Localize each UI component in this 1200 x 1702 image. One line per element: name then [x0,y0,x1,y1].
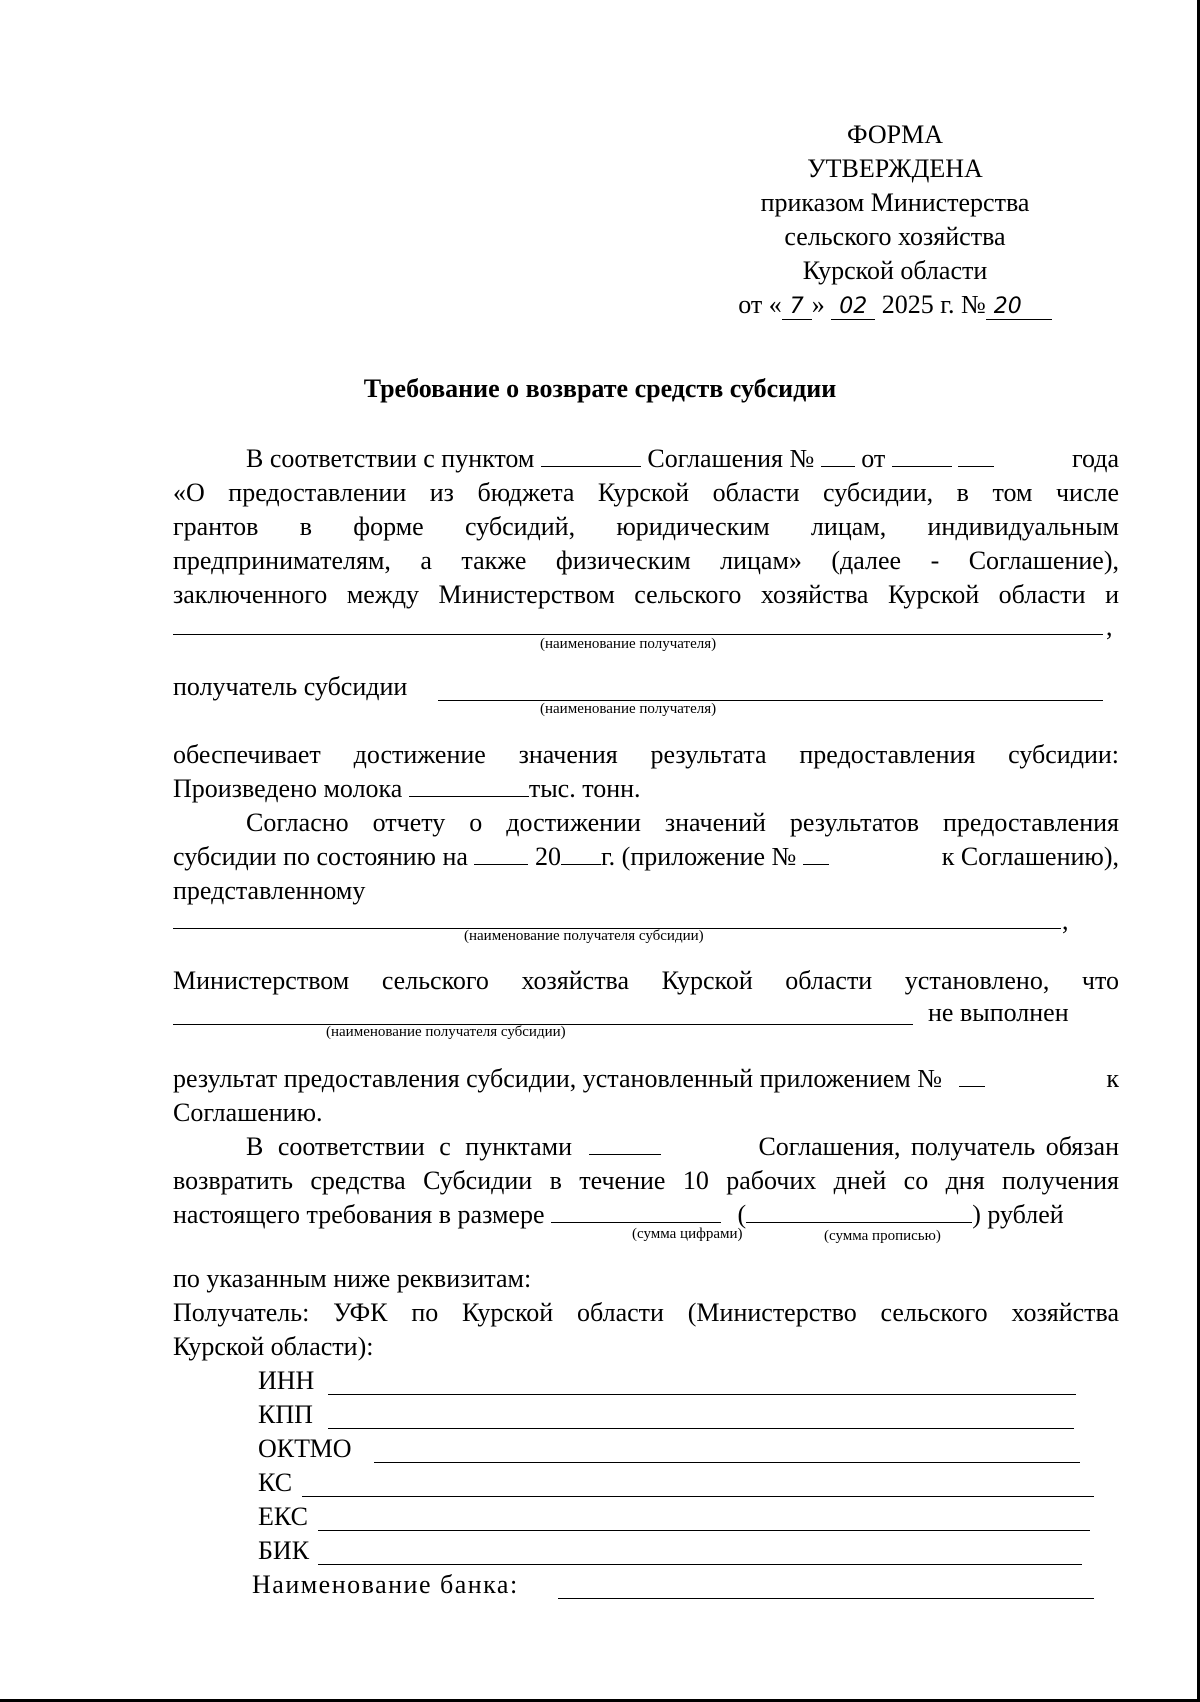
date-mid: » [811,290,825,319]
clause-blank [541,444,641,467]
caption-sum-digits: (сумма цифрами) [632,1226,743,1242]
p4-line3 [173,1064,1119,1094]
caption-subsidy-recipient: (наименование получателя субсидии) [464,928,704,944]
bik-label: БИК [258,1536,310,1565]
date-blank-2 [958,444,994,467]
handwritten-month: 02 [831,295,875,320]
agreement-number-blank [821,444,855,467]
date-prefix: от « [738,290,782,319]
ks-field [302,1496,1094,1497]
report-year-blank [561,842,601,865]
kpp-field [328,1428,1074,1429]
sum-digits-blank [551,1200,721,1223]
caption-recipient-name: (наименование получателя) [540,636,717,652]
p5-line2: возвратить средства Субсидии в течение 10 рабочих дней со дня получения [173,1166,1119,1195]
p1-line2: «О предоставлении из бюджета Курской области субсидии, в том числе [173,478,1119,507]
p4-text-b: к [1106,1064,1119,1093]
handwritten-number: 20 [986,295,1052,320]
p3-line3: представленному [173,876,366,905]
p4-line4: Соглашению. [173,1098,323,1127]
paren-open: ( [737,1200,747,1229]
p1-text-b: Соглашения № [647,444,815,473]
p6-line1: по указанным ниже реквизитам: [173,1264,532,1293]
bank-field [558,1598,1094,1599]
p5-text-b: Соглашения, получатель обязан [758,1132,1119,1161]
kpp-label: КПП [258,1400,313,1429]
eks-field [318,1530,1090,1531]
handwritten-day: 7 [782,295,812,320]
p3-text-c: г. (приложение № [600,842,797,871]
recipient-label: получатель субсидии [173,672,408,701]
sum-words-blank [746,1200,972,1223]
approval-line-order: приказом Министерства [760,188,1030,217]
p1-line5: заключенного между Министерством сельского хозяйства Курской области и [173,580,1119,609]
clauses-blank [589,1132,661,1155]
milk-amount-blank [409,774,529,797]
p1-text-a: В соответствии с пунктом [246,444,535,473]
p5-text-a: В соответствии с пунктами [246,1132,572,1161]
date-year: 2025 г. № [881,290,986,319]
document-title: Требование о возврате средств субсидии [363,374,837,403]
p5-line1 [246,1132,1119,1162]
p3-text-a: субсидии по состоянию на [173,842,468,871]
report-date-blank [474,842,528,865]
p1-text-d: года [1071,444,1119,473]
caption-sum-words: (сумма прописью) [824,1228,941,1244]
approval-line-approved: УТВЕРЖДЕНА [807,154,983,183]
p6-line3: Курской области): [173,1332,374,1361]
milk-unit: тыс. тонн. [528,774,641,803]
inn-field [328,1394,1076,1395]
appendix-number-blank [803,842,829,865]
p1-line3: грантов в форме субсидий, юридическим лицам, индивидуальным [173,512,1119,541]
comma-2: , [1062,906,1069,935]
p3-year-prefix: 20 [534,842,561,871]
approval-block [700,118,1090,322]
bank-label: Наименование банка: [252,1570,519,1599]
eks-label: ЕКС [258,1502,308,1531]
p2-line2 [173,774,1119,804]
p3-line2 [173,842,1119,872]
appendix-blank-2 [959,1064,985,1087]
p6-line2: Получатель: УФК по Курской области (Министерство сельского хозяйства [173,1298,1119,1327]
p1-text-c: от [861,444,886,473]
p4-line1: Министерством сельского хозяйства Курской области установлено, что [173,966,1119,995]
p3-text-d: к Соглашению), [941,842,1119,871]
p5-text-a3: настоящего требования в размере [173,1200,545,1229]
caption-subsidy-recipient-2: (наименование получателя субсидии) [326,1024,566,1040]
approval-line-form: ФОРМА [847,120,943,149]
caption-recipient-name-2: (наименование получателя) [540,701,717,717]
comma-1: , [1106,612,1113,641]
oktmo-field [374,1462,1080,1463]
recipient-name-rule [173,634,1103,635]
recipient-rule [438,700,1103,701]
p1-line4: предпринимателям, а также физическим лицам» (далее - Соглашение), [173,546,1119,575]
not-fulfilled: не выполнен [928,998,1069,1027]
approval-line-region: Курской области [802,256,988,285]
inn-label: ИНН [258,1366,315,1395]
ks-label: КС [258,1468,293,1497]
bik-field [318,1564,1082,1565]
p2-line1: обеспечивает достижение значения результата предоставления субсидии: [173,740,1119,769]
p3-line1: Согласно отчету о достижении значений результатов предоставления [246,808,1119,837]
p4-text-a: результат предоставления субсидии, установленный приложением № [173,1064,943,1093]
approval-date-line [700,288,1090,322]
rubles-label: ) рублей [972,1200,1064,1229]
approval-line-ministry: сельского хозяйства [784,222,1006,251]
milk-label: Произведено молока [173,774,403,803]
date-blank-1 [892,444,952,467]
p1-line1 [246,444,1119,474]
oktmo-label: ОКТМО [258,1434,352,1463]
